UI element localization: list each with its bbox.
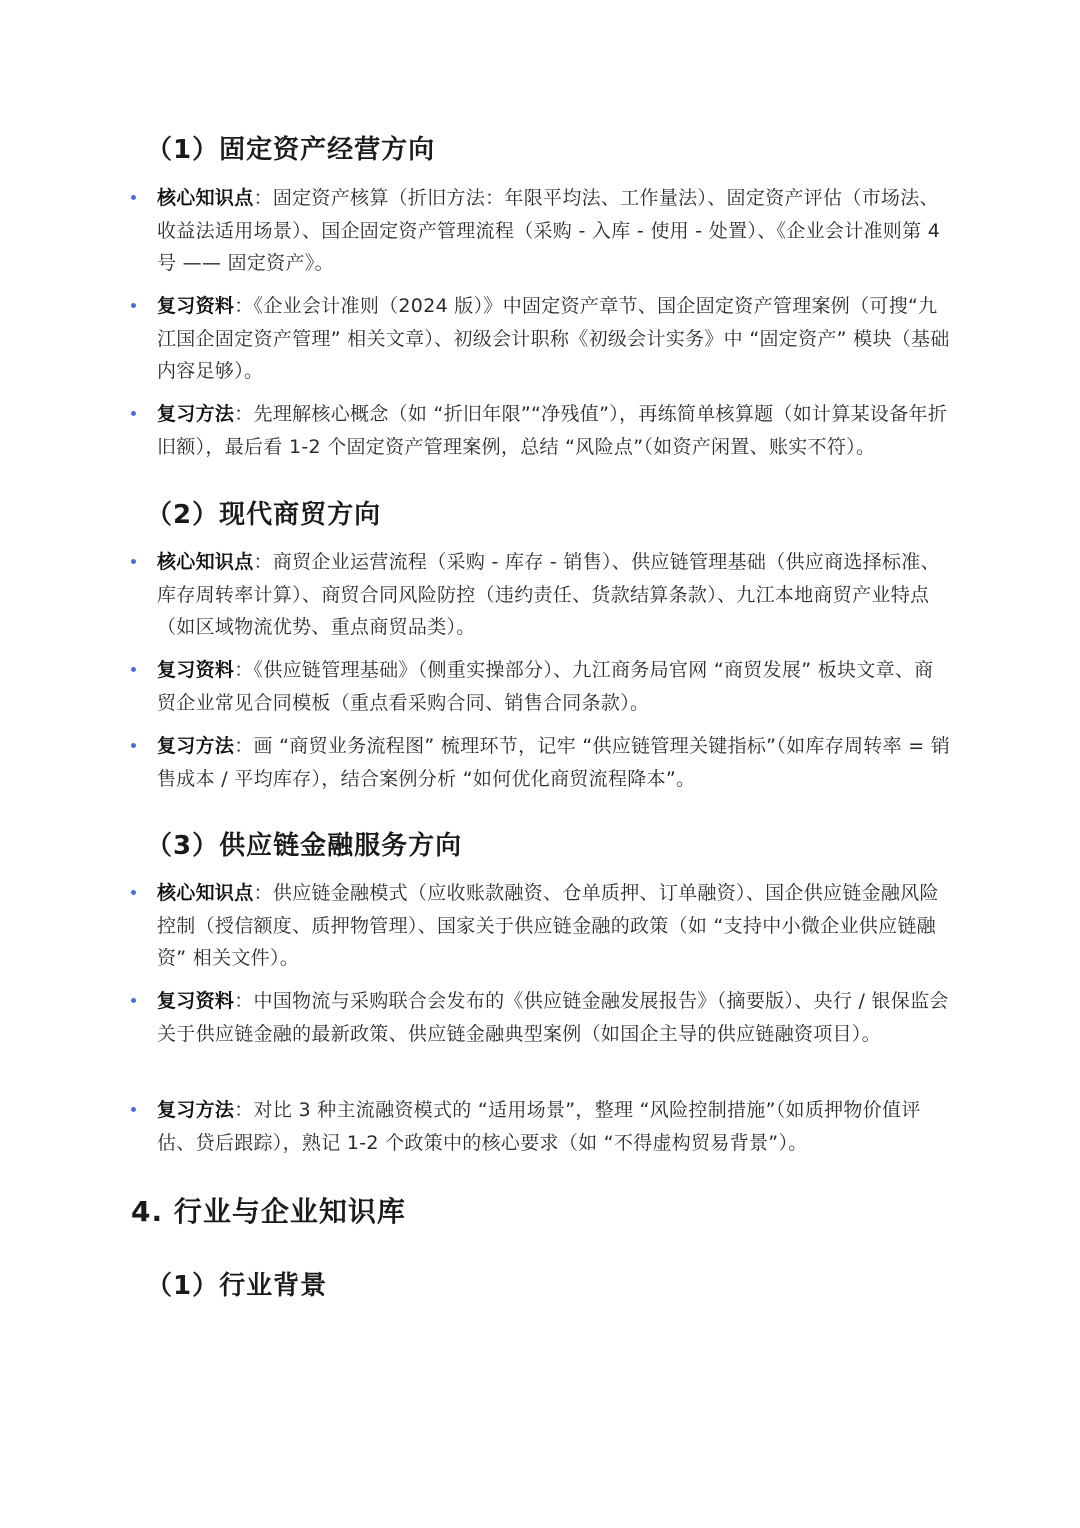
bullet-text: 《供应链管理基础》（侧重实操部分）、九江商务局官网 “商贸发展” 板块文章、商贸企业常见合同模板（重点看采购合同、销售合同条款）。: [157, 659, 934, 714]
bullet-dot-icon: [131, 303, 136, 308]
bullet-label: 复习方法: [157, 403, 235, 425]
bullet-text: 对比 3 种主流融资模式的 “适用场景”，整理 “风险控制措施”（如质押物价值评估、贷后跟踪），熟记 1-2 个政策中的核心要求（如 “不得虚构贸易背景”）。: [157, 1099, 921, 1154]
section-heading-fixed-assets: （1）固定资产经营方向: [146, 135, 436, 165]
list-item: 复习资料：《供应链管理基础》（侧重实操部分）、九江商务局官网 “商贸发展” 板块文章、商贸企业常见合同模板（重点看采购合同、销售合同条款）。: [131, 654, 951, 719]
bullet-text: 商贸企业运营流程（采购 - 库存 - 销售）、供应链管理基础（供应商选择标准、库存周转率计算）、商贸合同风险防控（违约责任、货款结算条款）、九江本地商贸产业特点（如区域物流优势、重点商贸品类）。: [157, 551, 940, 638]
bullet-dot-icon: [131, 667, 136, 672]
list-item: 复习资料：中国物流与采购联合会发布的《供应链金融发展报告》（摘要版）、央行 / 银保监会关于供应链金融的最新政策、供应链金融典型案例（如国企主导的供应链融资项目）。: [131, 985, 951, 1050]
list-item: 复习方法：画 “商贸业务流程图” 梳理环节，记牢 “供应链管理关键指标”（如库存周转率 = 销售成本 / 平均库存），结合案例分析 “如何优化商贸流程降本”。: [131, 730, 951, 795]
bullet-text: 供应链金融模式（应收账款融资、仓单质押、订单融资）、国企供应链金融风险控制（授信额度、质押物管理）、国家关于供应链金融的政策（如 “支持中小微企业供应链融资” 相关文件）。: [157, 882, 939, 969]
bullet-dot-icon: [131, 195, 136, 200]
list-item: 核心知识点：商贸企业运营流程（采购 - 库存 - 销售）、供应链管理基础（供应商选择标准、库存周转率计算）、商贸合同风险防控（违约责任、货款结算条款）、九江本地商贸产业特点（如区域物流优势、重点商贸品类）。: [131, 546, 951, 644]
bullet-dot-icon: [131, 998, 136, 1003]
bullet-label: 核心知识点: [157, 551, 254, 573]
bullet-dot-icon: [131, 743, 136, 748]
section-heading-industry-background: （1）行业背景: [146, 1271, 328, 1301]
list-item: 核心知识点：固定资产核算（折旧方法：年限平均法、工作量法）、固定资产评估（市场法、收益法适用场景）、国企固定资产管理流程（采购 - 入库 - 使用 - 处置）、《企业会计准则第 4 号 —— 固定资产》。: [131, 182, 951, 280]
section-heading-supply-chain-finance: （3）供应链金融服务方向: [146, 831, 463, 861]
bullet-dot-icon: [131, 559, 136, 564]
list-item: 核心知识点：供应链金融模式（应收账款融资、仓单质押、订单融资）、国企供应链金融风险控制（授信额度、质押物管理）、国家关于供应链金融的政策（如 “支持中小微企业供应链融资” 相关文件）。: [131, 877, 951, 975]
bullet-dot-icon: [131, 890, 136, 895]
bullet-label: 复习资料: [157, 295, 235, 317]
list-item: 复习方法：对比 3 种主流融资模式的 “适用场景”，整理 “风险控制措施”（如质押物价值评估、贷后跟踪），熟记 1-2 个政策中的核心要求（如 “不得虚构贸易背景”）。: [131, 1094, 951, 1159]
list-item: 复习方法：先理解核心概念（如 “折旧年限”“净残值”），再练简单核算题（如计算某设备年折旧额），最后看 1-2 个固定资产管理案例，总结 “风险点”（如资产闲置、账实不符）。: [131, 398, 951, 463]
bullet-label: 核心知识点: [157, 187, 254, 209]
bullet-text: 画 “商贸业务流程图” 梳理环节，记牢 “供应链管理关键指标”（如库存周转率 = 销售成本 / 平均库存），结合案例分析 “如何优化商贸流程降本”。: [157, 735, 951, 790]
bullet-label: 复习方法: [157, 1099, 235, 1121]
list-item: 复习资料：《企业会计准则（2024 版）》中固定资产章节、国企固定资产管理案例（可搜“九江国企固定资产管理” 相关文章）、初级会计职称《初级会计实务》中 “固定资产” 模块（基础内容足够）。: [131, 290, 951, 388]
bullet-text: 固定资产核算（折旧方法：年限平均法、工作量法）、固定资产评估（市场法、收益法适用场景）、国企固定资产管理流程（采购 - 入库 - 使用 - 处置）、《企业会计准则第 4 号 —— 固定资产》。: [157, 187, 941, 274]
bullet-text: 先理解核心概念（如 “折旧年限”“净残值”），再练简单核算题（如计算某设备年折旧额），最后看 1-2 个固定资产管理案例，总结 “风险点”（如资产闲置、账实不符）。: [157, 403, 948, 458]
chapter-heading: 4. 行业与企业知识库: [131, 1195, 406, 1228]
bullet-label: 复习资料: [157, 990, 235, 1012]
bullet-dot-icon: [131, 411, 136, 416]
bullet-text: 《企业会计准则（2024 版）》中固定资产章节、国企固定资产管理案例（可搜“九江国企固定资产管理” 相关文章）、初级会计职称《初级会计实务》中 “固定资产” 模块（基础内容足够）。: [157, 295, 950, 382]
bullet-text: 中国物流与采购联合会发布的《供应链金融发展报告》（摘要版）、央行 / 银保监会关于供应链金融的最新政策、供应链金融典型案例（如国企主导的供应链融资项目）。: [157, 990, 949, 1045]
bullet-dot-icon: [131, 1107, 136, 1112]
bullet-label: 复习方法: [157, 735, 235, 757]
bullet-label: 核心知识点: [157, 882, 254, 904]
bullet-label: 复习资料: [157, 659, 235, 681]
section-heading-modern-commerce: （2）现代商贸方向: [146, 500, 382, 530]
